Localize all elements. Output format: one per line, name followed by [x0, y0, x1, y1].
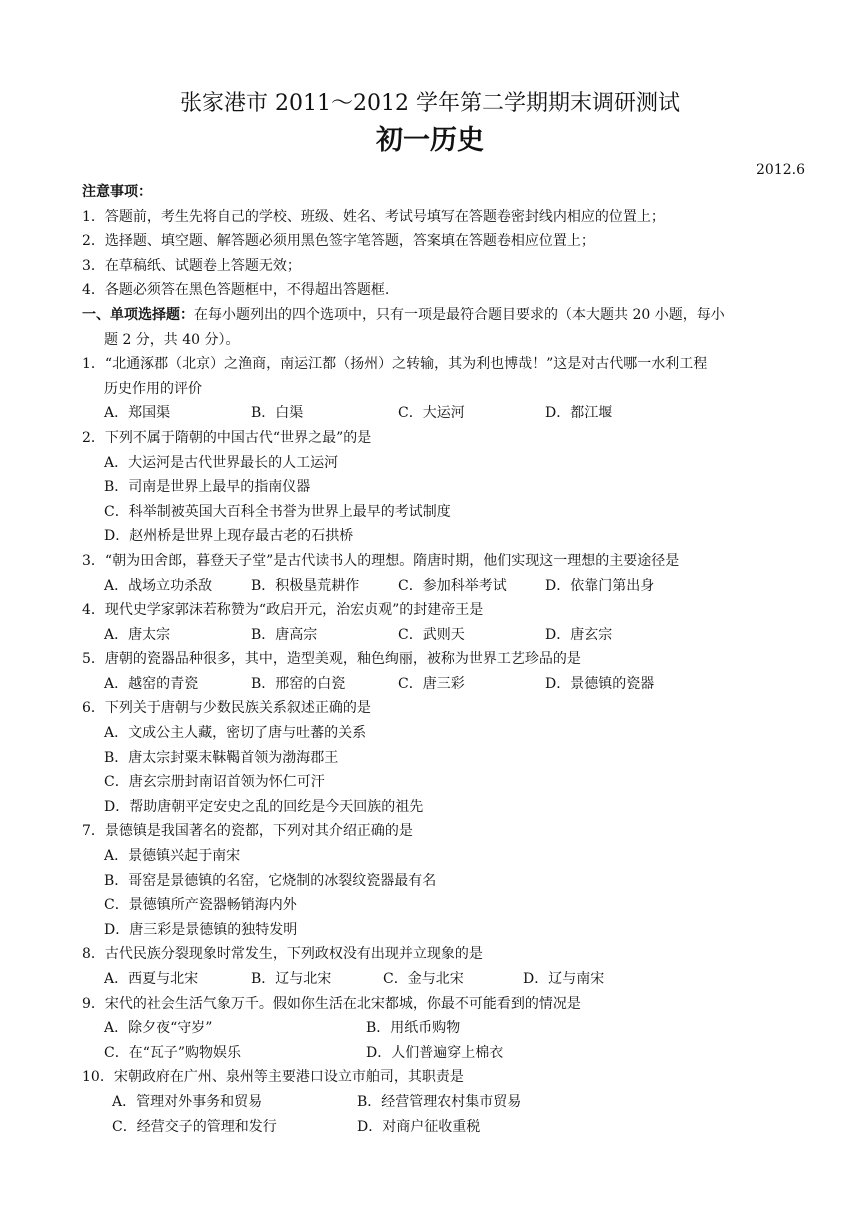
section-heading: [82, 303, 782, 328]
answer-option: C．经营交子的管理和发行: [112, 1118, 277, 1135]
answer-option: A．战场立功杀敌: [104, 577, 213, 594]
answer-option: D．辽与南宋: [523, 971, 605, 987]
notice-item: 2．选择题、填空题、解答题必须用黑色签字笔答题，答案填在答题卷相应位置上；: [82, 233, 595, 250]
answer-option: D．人们普遍穿上棉衣: [366, 1044, 504, 1061]
answer-option-row: [82, 672, 782, 697]
question-stem: 2．下列不属于隋朝的中国古代“世界之最”的是: [82, 429, 372, 446]
answer-option: C．大运河: [398, 405, 465, 422]
answer-option: D．景德镇的瓷器: [545, 675, 655, 692]
notice-item: 1．答题前，考生先将自己的学校、班级、姓名、考试号填写在答题卷密封线内相应的位置上；: [82, 208, 665, 225]
answer-option: B．经营管理农村集市贸易: [357, 1093, 522, 1110]
answer-option: D．对商户征收重税: [357, 1118, 481, 1135]
answer-option: C．武则天: [398, 626, 465, 643]
answer-option: A．管理对外事务和贸易: [112, 1093, 263, 1110]
answer-option-row: [82, 574, 782, 599]
exam-date: 2012.6: [756, 162, 805, 178]
answer-option: C．景德镇所产瓷器畅销海内外: [104, 897, 297, 914]
answer-option-row: [82, 1016, 782, 1041]
question-stem: 10．宋朝政府在广州、泉州等主要港口设立市舶司，其职责是: [82, 1069, 464, 1086]
answer-option-row: [82, 401, 782, 426]
question-stem: 3．“朝为田舍郎，暮登天子堂”是古代读书人的理想。隋唐时期，他们实现这一理想的主要途径是: [82, 552, 680, 569]
question-list: [82, 352, 782, 1139]
answer-option: A．文成公主人藏，密切了唐与吐蕃的关系: [104, 725, 367, 742]
question-stem: 9．宋代的社会生活气象万千。假如你生活在北宋都城，你最不可能看到的情况是: [82, 995, 581, 1012]
answer-option: A．大运河是古代世界最长的人工运河: [104, 454, 339, 471]
answer-option: A．除夕夜“守岁”: [104, 1020, 213, 1037]
answer-option: D．唐玄宗: [545, 626, 613, 643]
answer-option: D．赵州桥是世界上现存最古老的石拱桥: [104, 528, 354, 545]
question-stem-cont: 历史作用的评价: [104, 380, 202, 397]
answer-option: D．帮助唐朝平定安史之乱的回纥是今天回族的祖先: [104, 798, 424, 815]
answer-option-row: [82, 623, 782, 648]
answer-option: B．白渠: [251, 405, 304, 422]
question-stem: 4．现代史学家郭沫若称赞为“政启开元，治宏贞观”的封建帝王是: [82, 602, 484, 619]
answer-option: A．西夏与北宋: [104, 971, 199, 987]
answer-option: B．唐太宗封粟末靺鞨首领为渤海郡王: [104, 749, 339, 766]
notice-item: 3．在草稿纸、试题卷上答题无效；: [82, 257, 301, 274]
answer-option: D．都江堰: [545, 405, 613, 422]
answer-option: A．郑国渠: [104, 405, 171, 422]
answer-option-row: [82, 1041, 782, 1066]
answer-option: A．景德镇兴起于南宋: [104, 848, 241, 865]
question-stem: 5．唐朝的瓷器品种很多，其中，造型美观，釉色绚丽，被称为世界工艺珍品的是: [82, 651, 581, 668]
exam-body: [82, 180, 782, 1139]
question-stem: 1．“北通涿郡（北京）之渔商，南运江都（扬州）之转输，其为利也博哉！”这是对古代哪一水利工程: [82, 356, 708, 373]
question-stem: 6．下列关于唐朝与少数民族关系叙述正确的是: [82, 700, 371, 717]
answer-option-row: [82, 1115, 782, 1140]
section-text-cont: 题 2 分，共 40 分）。: [104, 331, 240, 348]
answer-option: A．越窑的青瓷: [104, 675, 199, 692]
answer-option: B．用纸币购物: [366, 1020, 461, 1037]
answer-option: C．科举制被英国大百科全书誉为世界上最早的考试制度: [104, 503, 451, 520]
question-stem: 7．景德镇是我国著名的瓷都，下列对其介绍正确的是: [82, 823, 413, 840]
answer-option: C．参加科举考试: [398, 577, 507, 594]
answer-option: C．唐三彩: [398, 675, 465, 692]
answer-option: B．辽与北宋: [251, 971, 332, 987]
answer-option: C．在“瓦子”购物娱乐: [104, 1044, 242, 1061]
answer-option: A．唐太宗: [104, 626, 171, 643]
answer-option: B．司南是世界上最早的指南仪器: [104, 479, 311, 496]
notice-item: 4．各题必须答在黑色答题框中，不得超出答题框.: [82, 282, 390, 299]
question-stem: 8．古代民族分裂现象时常发生，下列政权没有出现并立现象的是: [82, 946, 483, 963]
answer-option: D．唐三彩是景德镇的独特发明: [104, 921, 298, 938]
section-label: 一、单项选择题：: [82, 306, 194, 323]
answer-option: B．积极垦荒耕作: [251, 577, 360, 594]
answer-option-row: [82, 1090, 782, 1115]
answer-option: B．邢窑的白瓷: [251, 675, 346, 692]
section-text: 在每小题列出的四个选项中，只有一项是最符合题目要求的（本大题共 20 小题，每小: [194, 306, 725, 323]
notice-heading: 注意事项：: [82, 184, 152, 200]
answer-option: D．依靠门第出身: [545, 577, 655, 594]
exam-title: 张家港市 2011～2012 学年第二学期期末调研测试: [180, 91, 680, 116]
answer-option: B．哥窑是景德镇的名窑，它烧制的冰裂纹瓷器最有名: [104, 872, 437, 889]
answer-option: B．唐高宗: [251, 626, 318, 643]
answer-option: C．唐玄宗册封南诏首领为怀仁可汗: [104, 774, 325, 791]
answer-option-row: [82, 967, 782, 992]
exam-subject: 初一历史: [376, 125, 484, 156]
answer-option: C．金与北宋: [383, 971, 464, 987]
